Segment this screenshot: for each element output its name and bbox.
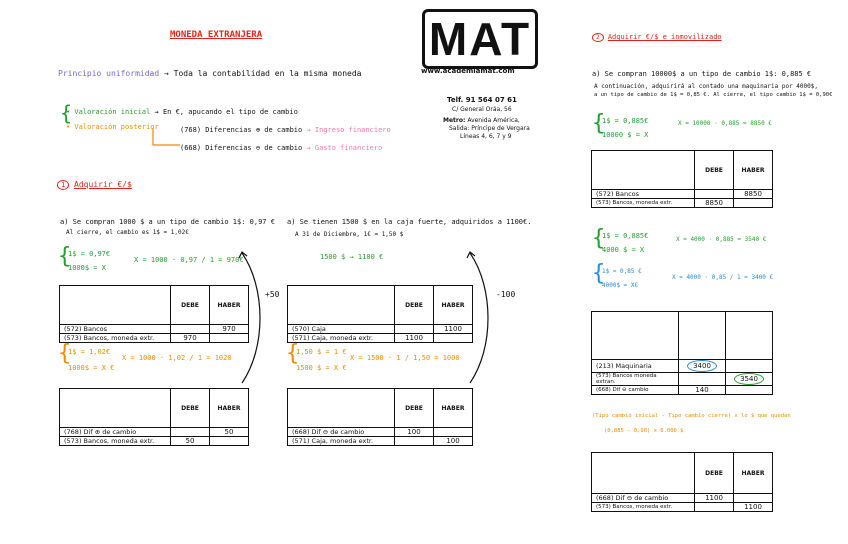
ledger-account: (213) Maquinaria xyxy=(592,360,679,373)
case-c-sys2-b: 4000 $ = X xyxy=(602,246,645,254)
ledger-debe: 50 xyxy=(171,437,210,446)
mat-logo: MAT xyxy=(422,9,538,69)
ledger-haber: 970 xyxy=(210,325,249,334)
ledger-header-blank xyxy=(592,151,695,190)
page-title: MONEDA EXTRANJERA xyxy=(170,30,263,40)
case-b-sys-b: 1500 $ = X € xyxy=(296,364,347,372)
ledger-table-7 xyxy=(591,452,773,512)
ledger-account: (573) Bancos moneda extran. xyxy=(592,373,679,386)
section-1-title: Adquirir €/$ xyxy=(74,180,132,189)
case-a-diff: +50 xyxy=(265,290,280,299)
ledger-account: (668) Dif ⊖ cambio xyxy=(592,386,679,395)
ledger-header-haber: HABER xyxy=(210,389,249,428)
ledger-debe xyxy=(171,428,210,437)
case-c-sys3-b: 4000$ = X€ xyxy=(602,282,639,289)
ledger-header-debe: DEBE xyxy=(395,389,434,428)
ledger-header-debe: DEBE xyxy=(695,151,734,190)
case-c-note2: (0,885 - 0,90) x 6.000 $ xyxy=(604,428,684,434)
ledger-debe: 100 xyxy=(395,428,434,437)
ledger-debe xyxy=(395,437,434,446)
circled-value: 3540 xyxy=(734,373,764,385)
ledger-debe: 970 xyxy=(171,334,210,343)
ledger-haber: 1100 xyxy=(734,503,773,512)
ledger-account: (572) Bancos xyxy=(60,325,171,334)
valuation-row1-code: (768) Diferencias ⊕ de cambio xyxy=(180,126,303,134)
valuation-later-label: • Valoración posterior xyxy=(66,123,159,131)
valuation-row2-code: (668) Diferencias ⊖ de cambio xyxy=(180,144,303,152)
contact-metro-label: Metro: xyxy=(443,117,466,124)
valuation-row2-result: → Gasto financiero xyxy=(306,144,383,152)
case-c-sys2-a: 1$ = 0,885€ xyxy=(602,232,649,240)
case-b-arrow xyxy=(462,248,496,388)
ledger-haber xyxy=(726,386,773,395)
case-c-brace1: { xyxy=(592,111,606,136)
ledger-account: (571) Caja, moneda extr. xyxy=(288,334,395,343)
ledger-account: (668) Dif ⊖ de cambio xyxy=(288,428,395,437)
principle-arrow: → xyxy=(163,69,169,78)
ledger-header-haber: HABER xyxy=(734,453,773,494)
ledger-debe xyxy=(695,190,734,199)
ledger-header-haber: HABER xyxy=(734,151,773,190)
ledger-account: (573) Bancos, moneda extr. xyxy=(592,503,695,512)
ledger-account: (573) Bancos, moneda extr. xyxy=(60,334,171,343)
case-c-sys1-a: 1$ = 0,885€ xyxy=(602,117,649,125)
case-b-line1: a) Se tienen 1500 $ en la caja fuerte, adquiridos a 1100€. xyxy=(287,218,532,226)
valuation-initial xyxy=(66,108,298,116)
ledger-account: (572) Bancos xyxy=(592,190,695,199)
case-a-brace1: { xyxy=(58,244,72,269)
ledger-header-blank xyxy=(60,286,171,325)
ledger-header-debe: DEBE xyxy=(171,286,210,325)
case-a-brace2: { xyxy=(58,341,72,366)
ledger-debe: 8850 xyxy=(695,199,734,208)
circled-value: 3400 xyxy=(687,360,717,372)
ledger-header-blank xyxy=(60,389,171,428)
ledger-account: (768) Dif ⊕ de cambio xyxy=(60,428,171,437)
case-b-diff: -100 xyxy=(496,290,516,299)
contact-metro-line3: Líneas 4, 6, 7 y 9 xyxy=(460,133,512,140)
case-c-sys3-result: X = 4000 · 0,85 / 1 = 3400 € xyxy=(672,274,774,281)
case-c-line1: a) Se compran 10000$ a un tipo de cambio 1$: 0,885 € xyxy=(592,70,812,78)
ledger-table-1 xyxy=(59,285,249,343)
principle-text: Toda la contabilidad en la misma moneda xyxy=(173,69,362,78)
ledger-haber: 50 xyxy=(210,428,249,437)
case-c-sys2-result: X = 4000 · 0,885 = 3540 € xyxy=(676,236,767,243)
ledger-haber: 1100 xyxy=(434,325,473,334)
ledger-header-haber: HABER xyxy=(210,286,249,325)
ledger-header-blank xyxy=(679,312,726,360)
section-2-number: 2 xyxy=(592,33,604,42)
ledger-header-debe: DEBE xyxy=(395,286,434,325)
case-c-sys3-a: 1$ = 0,85 € xyxy=(602,268,642,275)
ledger-debe xyxy=(679,373,726,386)
case-c-sys1-b: 10000 $ = X xyxy=(602,131,649,139)
ledger-table-6 xyxy=(591,311,773,395)
ledger-debe xyxy=(695,503,734,512)
logo-url: www.academiamat.com xyxy=(421,67,515,75)
valuation-initial-label: • Valoración inicial xyxy=(66,108,151,116)
ledger-header-haber: HABER xyxy=(434,286,473,325)
section-2-heading xyxy=(592,33,722,42)
case-b-sys-a: 1,50 $ = 1 € xyxy=(296,348,347,356)
ledger-debe: 1100 xyxy=(695,494,734,503)
ledger-account: (573) Bancos, moneda extr. xyxy=(60,437,171,446)
case-a-sys1-b: 1000$ = X xyxy=(68,264,106,272)
valuation-row-1 xyxy=(180,126,391,134)
contact-phone: Telf. 91 564 07 61 xyxy=(447,96,517,104)
valuation-row-2 xyxy=(180,144,382,152)
ledger-header-blank xyxy=(288,286,395,325)
ledger-header-haber: HABER xyxy=(434,389,473,428)
section-1-number: 1 xyxy=(57,180,69,190)
ledger-table-5 xyxy=(591,150,773,208)
ledger-header-blank xyxy=(592,453,695,494)
ledger-header-debe: DEBE xyxy=(695,453,734,494)
ledger-debe xyxy=(171,325,210,334)
case-b-conv: 1500 $ → 1100 € xyxy=(320,253,384,261)
ledger-haber xyxy=(726,373,773,386)
ledger-haber xyxy=(726,360,773,373)
ledger-haber xyxy=(210,437,249,446)
ledger-haber xyxy=(734,199,773,208)
case-c-brace3: { xyxy=(592,261,606,286)
ledger-debe: 1100 xyxy=(395,334,434,343)
valuation-connector xyxy=(150,128,182,150)
ledger-haber: 8850 xyxy=(734,190,773,199)
contact-address: C/ General Oráa, 56 xyxy=(452,106,512,113)
case-a-sys2-result: X = 1000 · 1,02 / 1 = 1020 xyxy=(122,354,232,362)
ledger-table-3 xyxy=(287,285,473,343)
ledger-header-blank xyxy=(592,312,679,360)
ledger-account: (573) Bancos, moneda extr. xyxy=(592,199,695,208)
ledger-header-debe: DEBE xyxy=(171,389,210,428)
valuation-brace: { xyxy=(60,101,73,125)
valuation-row1-result: → Ingreso financiero xyxy=(306,126,391,134)
ledger-account: (668) Dif ⊖ de cambio xyxy=(592,494,695,503)
case-a-line1: a) Se compran 1000 $ a un tipo de cambio 1$: 0,97 € xyxy=(60,218,275,226)
case-c-note1: (Tipo cambio inicial - Tipo cambio cierre) x lo $ que quedan xyxy=(592,413,791,419)
contact-metro xyxy=(443,117,520,124)
contact-metro-line1: Avenida América, xyxy=(467,117,520,124)
case-c-line2: A continuación, adquirirá al contado una maquinaria por 4000$, xyxy=(594,83,818,90)
case-a-sys2-b: 1000$ = X € xyxy=(68,364,115,372)
case-b-brace: { xyxy=(286,341,300,366)
ledger-haber xyxy=(734,494,773,503)
case-b-sys-result: X = 1500 · 1 / 1,50 = 1000 xyxy=(350,354,460,362)
ledger-account: (570) Caja xyxy=(288,325,395,334)
principle-name: Principio uniformidad xyxy=(58,69,160,78)
section-2-title: Adquirir €/$ e inmovilizado xyxy=(607,33,722,41)
case-a-arrow xyxy=(236,248,266,388)
ledger-account: (571) Caja, moneda extr. xyxy=(288,437,395,446)
contact-metro-line2: Salida: Príncipe de Vergara xyxy=(449,125,530,132)
ledger-haber xyxy=(434,428,473,437)
ledger-header-blank xyxy=(288,389,395,428)
case-c-sys1-result: X = 10000 · 0,885 = 8850 € xyxy=(678,120,772,127)
ledger-haber: 100 xyxy=(434,437,473,446)
case-a-line2: Al cierre, el cambio es 1$ = 1,02€ xyxy=(66,229,189,236)
ledger-debe xyxy=(679,360,726,373)
principle-line xyxy=(58,69,361,78)
ledger-header-blank xyxy=(726,312,773,360)
case-c-line3: a un tipo de cambio de 1$ = 0,85 €. Al cierre, el tipo cambio 1$ = 0,90€ xyxy=(594,92,833,98)
ledger-table-4 xyxy=(287,388,473,446)
valuation-initial-text: → En €, apucando el tipo de cambio xyxy=(154,108,298,116)
case-a-sys1-result: X = 1000 · 0,97 / 1 = 970€ xyxy=(134,256,244,264)
section-1-heading xyxy=(57,180,132,190)
case-b-line2: A 31 de Diciembre, 1€ = 1,50 $ xyxy=(295,231,404,238)
ledger-debe xyxy=(395,325,434,334)
case-a-sys2-a: 1$ = 1,02€ xyxy=(68,348,111,356)
case-a-sys1-a: 1$ = 0,97€ xyxy=(68,250,111,258)
case-c-brace2: { xyxy=(592,226,606,251)
ledger-debe: 140 xyxy=(679,386,726,395)
ledger-table-2 xyxy=(59,388,249,446)
